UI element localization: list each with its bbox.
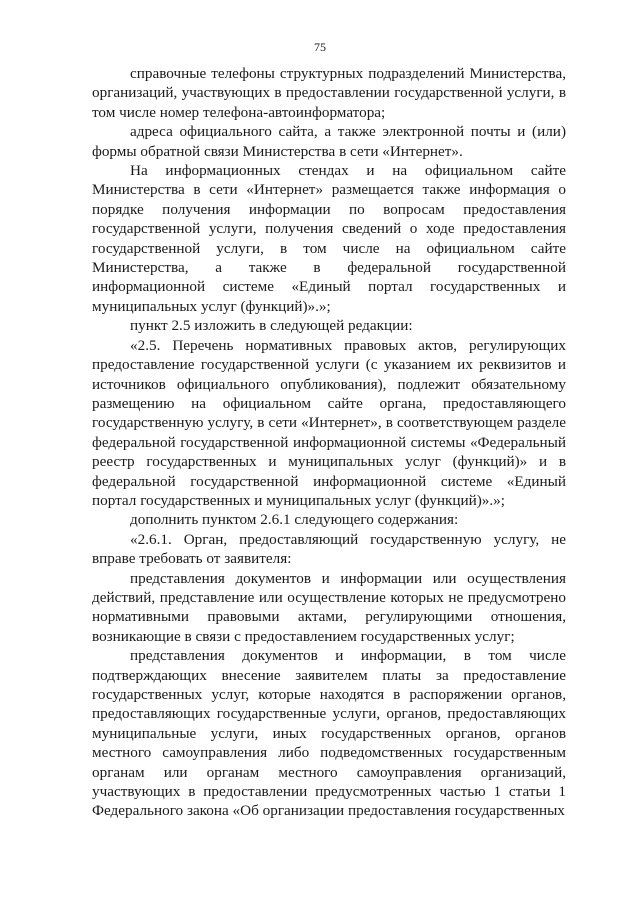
paragraph-website-addresses: адреса официального сайта, а также электронной почты и (или) формы обратной связи Министерства в сети «Интернет». bbox=[92, 123, 566, 160]
paragraph-documents-information: представления документов и информации, в том числе подтверждающих внесение заявителем платы за предоставление государственных услуг, которые находятся в распоряжении органов, предоставляющих государственные услуги, органов, предоставляющих муниципальные услуги, иных государственных органов, органов местного самоуправления либо подведомственных государственным органам или органам местного самоуправления организаций, участвующих в предоставлении предусмотренных частью 1 статьи 1 Федерального закона «Об организации предоставления государственных bbox=[92, 647, 566, 820]
page-number: 75 bbox=[314, 40, 326, 54]
paragraph-add-2-6-1: дополнить пунктом 2.6.1 следующего содержания: bbox=[130, 511, 459, 529]
document-body bbox=[92, 64, 566, 821]
paragraph-amend-2-5: пункт 2.5 изложить в следующей редакции: bbox=[130, 317, 413, 335]
paragraph-item-2-6-1: «2.6.1. Орган, предоставляющий государственную услугу, не вправе требовать от заявителя: bbox=[92, 530, 566, 568]
paragraph-info-stands: На информационных стендах и на официальном сайте Министерства в сети «Интернет» размещается также информация о порядке получения информации по вопросам предоставления государственной услуги, получения сведений о ходе предоставления государственной услуги, в том числе на официальном сайте Министерства, а также в федеральной государственной информационной системе «Единый портал государственных и муниципальных услуг (функций)».»; bbox=[92, 162, 566, 315]
paragraph-reference-phones: справочные телефоны структурных подразделений Министерства, организаций, участвующих в предоставлении государственной услуги, в том числе номер телефона-автоинформатора; bbox=[92, 65, 566, 121]
paragraph-item-2-5: «2.5. Перечень нормативных правовых актов, регулирующих предоставление государственной услуги (с указанием их реквизитов и источников официального опубликования), подлежит обязательному размещению на официальном сайте органа, предоставляющего государственную услугу, в сети «Интернет», в соответствующем разделе федеральной государственной информационной системы «Федеральный реестр государственных и муниципальных услуг (функций)» и в федеральной государственной информационной системе «Единый портал государственных и муниципальных услуг (функций)».»; bbox=[92, 336, 566, 509]
paragraph-documents-actions: представления документов и информации или осуществления действий, представление или осуществление которых не предусмотрено нормативными правовыми актами, регулирующими отношения, возникающие в связи с предоставлением государственных услуг; bbox=[92, 569, 566, 645]
